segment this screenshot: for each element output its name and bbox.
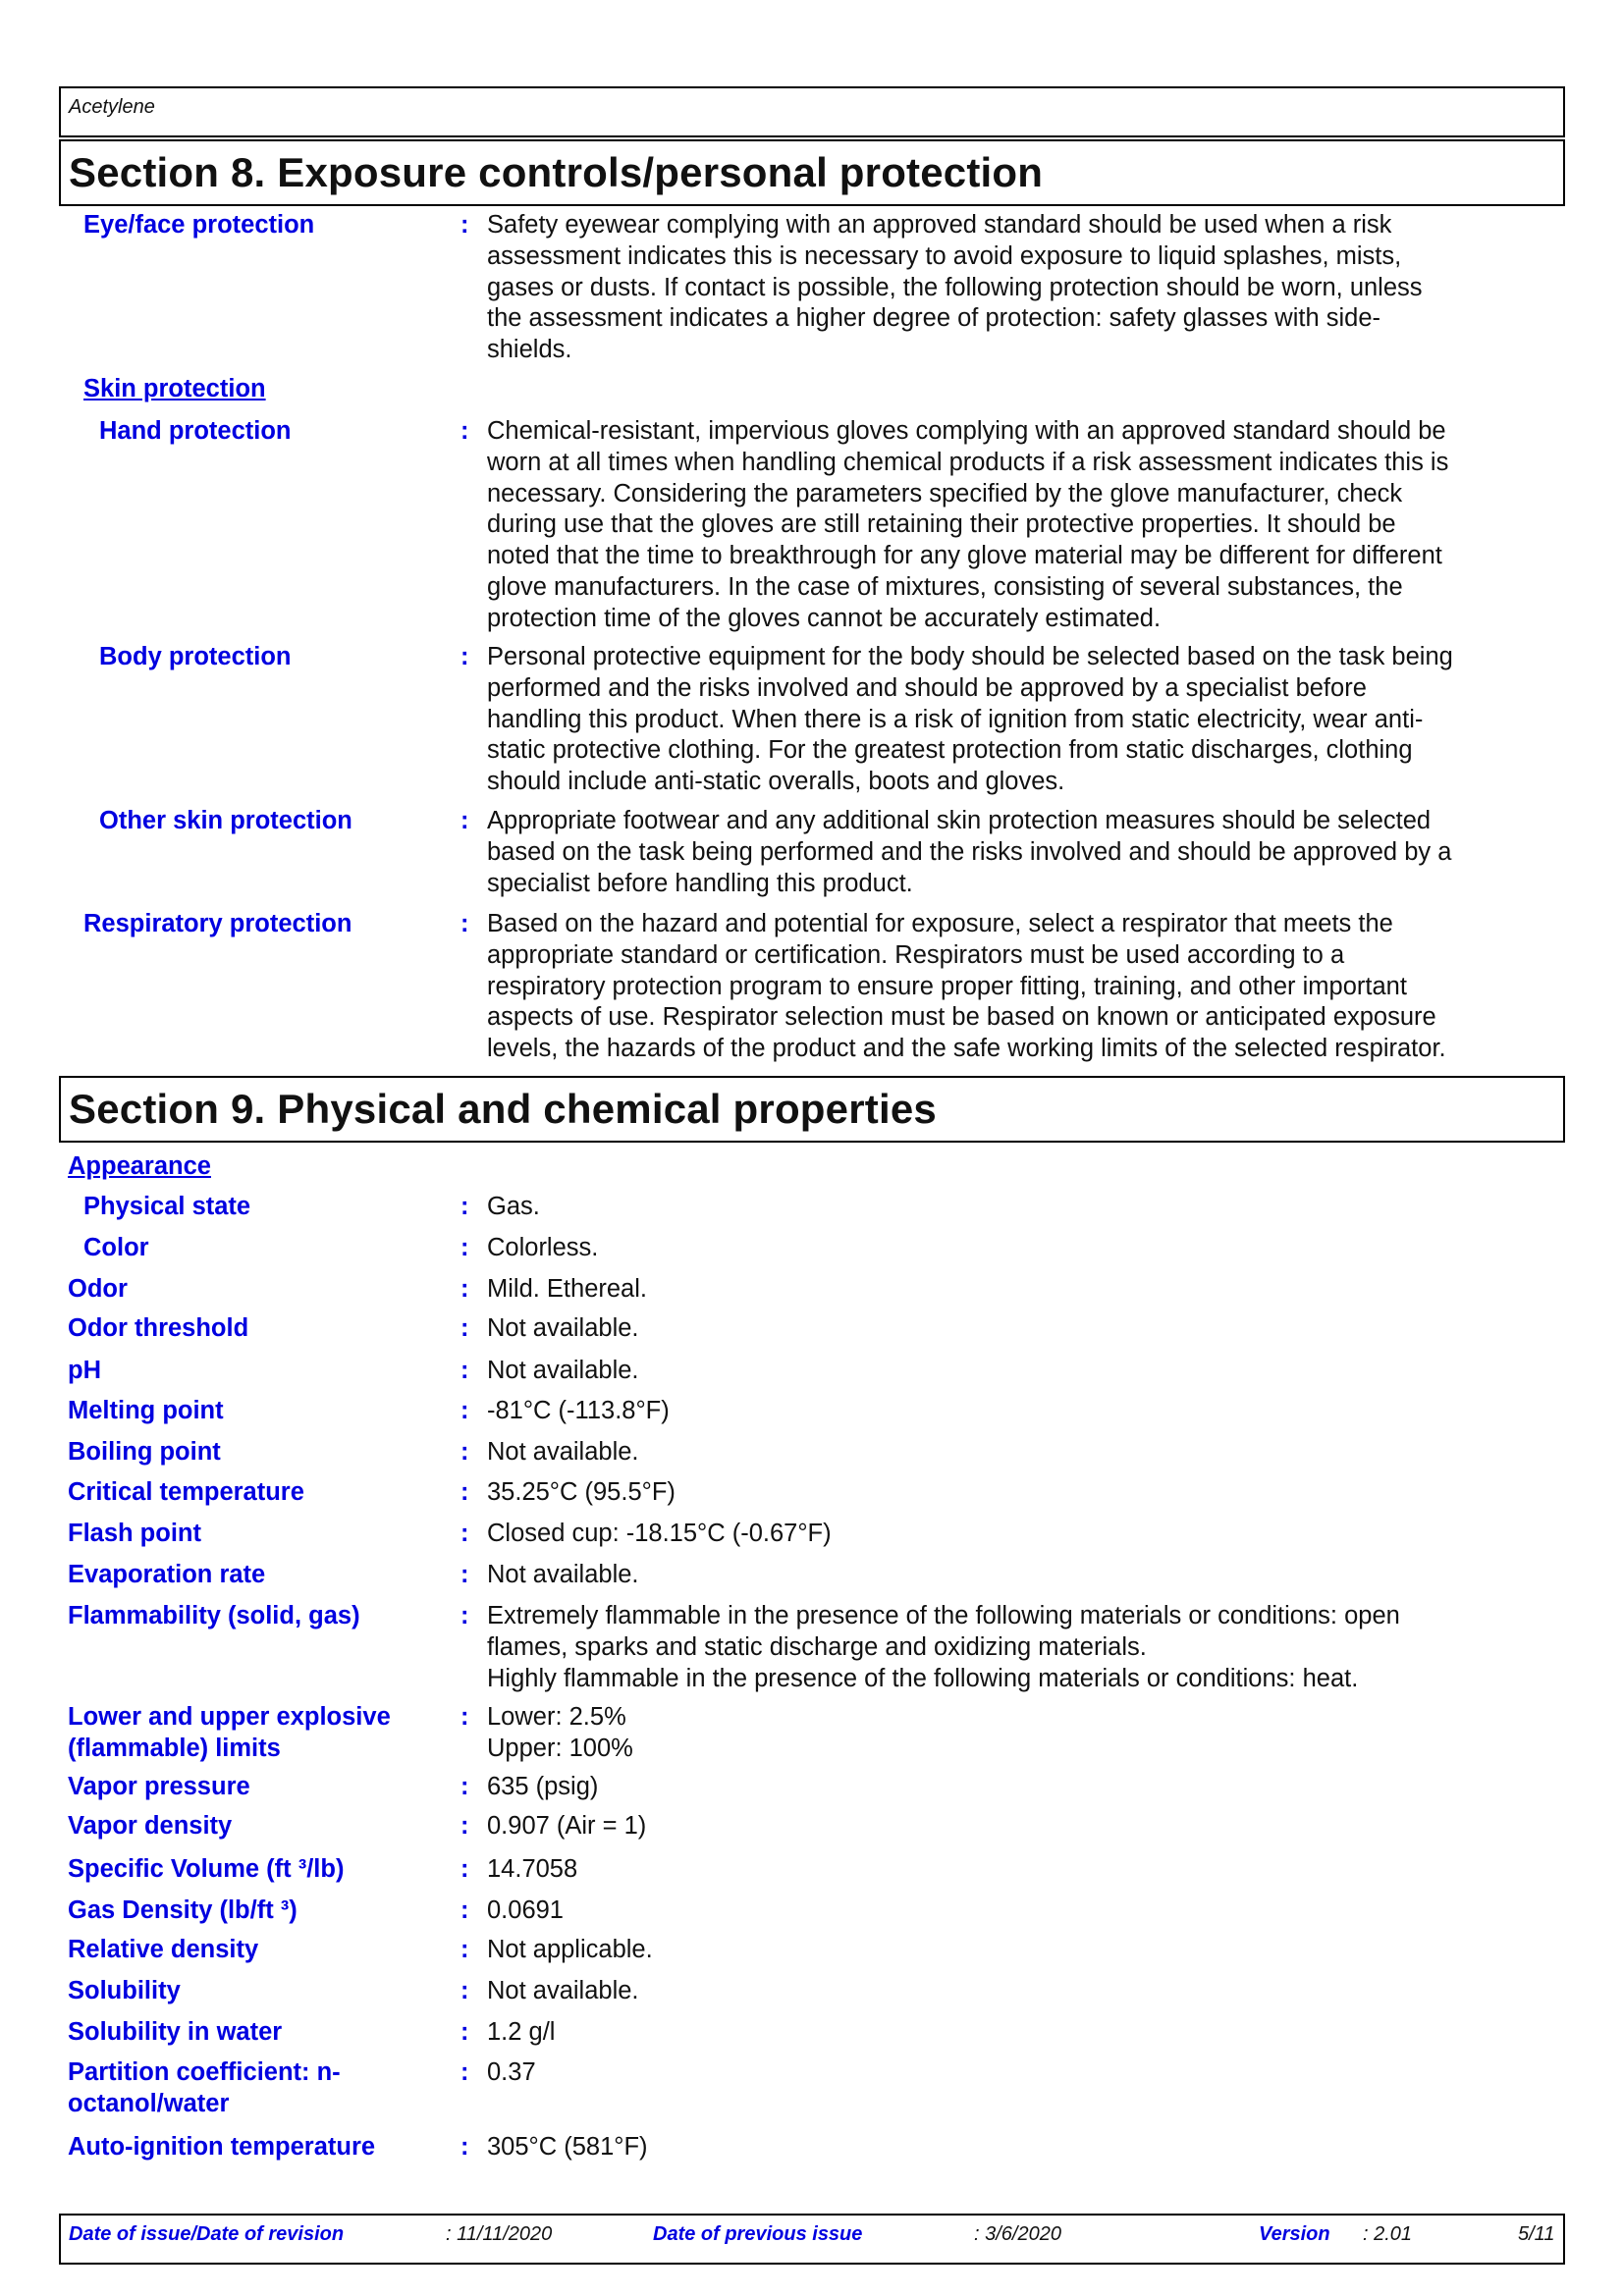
property-label: Lower and upper explosive (flammable) limits bbox=[68, 1703, 391, 1762]
separator-colon: : bbox=[460, 1703, 469, 1731]
separator-colon: : bbox=[460, 643, 469, 670]
value-line: Gas. bbox=[487, 1193, 540, 1220]
separator-colon: : bbox=[460, 1314, 469, 1342]
document-footer bbox=[59, 2214, 1565, 2265]
section-9-title: Section 9. Physical and chemical properties bbox=[69, 1086, 937, 1132]
separator-colon: : bbox=[460, 1812, 469, 1840]
value-line: glove manufacturers. In the case of mixtures, consisting of several substances, the bbox=[487, 572, 1403, 601]
property-label: Boiling point bbox=[68, 1438, 221, 1466]
value-line: Upper: 100% bbox=[487, 1734, 633, 1762]
separator-colon: : bbox=[460, 1773, 469, 1800]
value-line: Appropriate footwear and any additional skin protection measures should be selected bbox=[487, 807, 1432, 834]
value-line: shields. bbox=[487, 336, 572, 364]
property-value bbox=[487, 1437, 1567, 1468]
value-line: protection time of the gloves cannot be accurately estimated. bbox=[487, 604, 1162, 632]
value-line: 0.907 (Air = 1) bbox=[487, 1812, 647, 1840]
property-label: pH bbox=[68, 1357, 101, 1384]
value-line: 1.2 g/l bbox=[487, 2018, 556, 2046]
value-line: appropriate standard or certification. Respirators must be used according to a bbox=[487, 940, 1345, 969]
separator-colon: : bbox=[460, 417, 469, 445]
separator-colon: : bbox=[460, 1357, 469, 1384]
property-label: Color bbox=[83, 1234, 149, 1261]
value-line: Safety eyewear complying with an approved standard should be used when a risk bbox=[487, 211, 1392, 239]
property-value bbox=[487, 909, 1567, 1065]
separator-colon: : bbox=[460, 1275, 469, 1303]
subsection-heading[interactable]: Skin protection bbox=[83, 375, 266, 402]
property-value bbox=[487, 1313, 1567, 1345]
property-label: Hand protection bbox=[99, 417, 292, 445]
value-line: noted that the time to breakthrough for any glove material may be different for different bbox=[487, 542, 1442, 570]
value-line: Extremely flammable in the presence of the following materials or conditions: open bbox=[487, 1602, 1400, 1629]
separator-colon: : bbox=[460, 211, 469, 239]
separator-colon: : bbox=[460, 1193, 469, 1220]
value-line: necessary. Considering the parameters specified by the glove manufacturer, check bbox=[487, 479, 1403, 507]
value-line: 0.37 bbox=[487, 2058, 536, 2086]
property-label: Partition coefficient: n-octanol/water bbox=[68, 2058, 341, 2117]
separator-colon: : bbox=[460, 1936, 469, 1963]
property-label: Odor threshold bbox=[68, 1314, 249, 1342]
value-line: aspects of use. Respirator selection must be based on known or anticipated exposure bbox=[487, 1003, 1436, 1032]
property-label: Vapor density bbox=[68, 1812, 233, 1840]
property-label: Solubility bbox=[68, 1977, 181, 2004]
property-label: Flash point bbox=[68, 1520, 201, 1547]
value-line: Closed cup: -18.15°C (-0.67°F) bbox=[487, 1520, 832, 1547]
value-line: 635 (psig) bbox=[487, 1773, 599, 1800]
property-value bbox=[487, 1192, 1567, 1223]
previous-issue-label: Date of previous issue bbox=[653, 2223, 863, 2245]
property-label: Body protection bbox=[99, 643, 292, 670]
separator-colon: : bbox=[460, 1896, 469, 1924]
value-line: respiratory protection program to ensure proper fitting, training, and other important bbox=[487, 972, 1407, 1000]
property-label: Specific Volume (ft ³/lb) bbox=[68, 1855, 345, 1883]
property-label: Solubility in water bbox=[68, 2018, 283, 2046]
separator-colon: : bbox=[460, 2133, 469, 2161]
separator-colon: : bbox=[460, 2058, 469, 2086]
property-value bbox=[487, 1519, 1567, 1550]
product-name: Acetylene bbox=[69, 96, 155, 118]
version-value: : 2.01 bbox=[1363, 2223, 1413, 2245]
section-9-header bbox=[59, 1076, 1565, 1143]
value-line: Chemical-resistant, impervious gloves complying with an approved standard should be bbox=[487, 417, 1446, 445]
property-value bbox=[487, 2017, 1567, 2049]
version-label: Version bbox=[1259, 2223, 1330, 2245]
property-label: Relative density bbox=[68, 1936, 259, 1963]
value-line: assessment indicates this is necessary to avoid exposure to liquid splashes, mists, bbox=[487, 241, 1402, 270]
property-value bbox=[487, 1396, 1567, 1427]
property-value bbox=[487, 1702, 1567, 1765]
previous-issue-value: : 3/6/2020 bbox=[974, 2223, 1061, 2245]
value-line: specialist before handling this product. bbox=[487, 869, 913, 897]
property-value bbox=[487, 1772, 1567, 1803]
property-label: Melting point bbox=[68, 1397, 224, 1424]
value-line: flames, sparks and static discharge and oxidizing materials. bbox=[487, 1632, 1147, 1661]
property-value bbox=[487, 1896, 1567, 1927]
property-value bbox=[487, 1854, 1567, 1886]
value-line: should include anti-static overalls, boots and gloves. bbox=[487, 768, 1065, 796]
value-line: static protective clothing. For the greatest protection from static discharges, clothing bbox=[487, 736, 1413, 765]
subsection-heading[interactable]: Appearance bbox=[68, 1152, 211, 1180]
value-line: gases or dusts. If contact is possible, the following protection should be worn, unless bbox=[487, 273, 1423, 301]
value-line: Lower: 2.5% bbox=[487, 1703, 626, 1731]
value-line: Not available. bbox=[487, 1314, 639, 1342]
value-line: 305°C (581°F) bbox=[487, 2133, 648, 2161]
property-value bbox=[487, 1274, 1567, 1306]
value-line: -81°C (-113.8°F) bbox=[487, 1397, 670, 1424]
property-value bbox=[487, 642, 1567, 798]
property-label: Odor bbox=[68, 1275, 128, 1303]
value-line: Colorless. bbox=[487, 1234, 599, 1261]
issue-date-label: Date of issue/Date of revision bbox=[69, 2223, 345, 2245]
section-8-header bbox=[59, 139, 1565, 206]
property-value bbox=[487, 1811, 1567, 1842]
property-value bbox=[487, 416, 1567, 635]
value-line: during use that the gloves are still retaining their protective properties. It should be bbox=[487, 510, 1396, 539]
value-line: Not applicable. bbox=[487, 1936, 653, 1963]
separator-colon: : bbox=[460, 1520, 469, 1547]
separator-colon: : bbox=[460, 1397, 469, 1424]
property-label: Evaporation rate bbox=[68, 1561, 266, 1588]
value-line: 14.7058 bbox=[487, 1855, 578, 1883]
separator-colon: : bbox=[460, 807, 469, 834]
value-line: Mild. Ethereal. bbox=[487, 1275, 647, 1303]
property-value bbox=[487, 210, 1567, 366]
property-value bbox=[487, 1601, 1567, 1694]
separator-colon: : bbox=[460, 1855, 469, 1883]
property-value bbox=[487, 1935, 1567, 1966]
property-value bbox=[487, 1477, 1567, 1509]
property-label: Gas Density (lb/ft ³) bbox=[68, 1896, 298, 1924]
value-line: Not available. bbox=[487, 1561, 639, 1588]
separator-colon: : bbox=[460, 1478, 469, 1506]
value-line: Based on the hazard and potential for exposure, select a respirator that meets the bbox=[487, 910, 1393, 937]
value-line: the assessment indicates a higher degree of protection: safety glasses with side- bbox=[487, 304, 1380, 333]
property-value bbox=[487, 806, 1567, 899]
property-label: Respiratory protection bbox=[83, 910, 352, 937]
property-label: Other skin protection bbox=[99, 807, 352, 834]
separator-colon: : bbox=[460, 1234, 469, 1261]
property-value bbox=[487, 2132, 1567, 2163]
property-label: Physical state bbox=[83, 1193, 251, 1220]
value-line: Highly flammable in the presence of the following materials or conditions: heat. bbox=[487, 1664, 1359, 1692]
value-line: levels, the hazards of the product and the safe working limits of the selected respirator. bbox=[487, 1035, 1446, 1063]
document-header bbox=[59, 86, 1565, 137]
value-line: performed and the risks involved and should be approved by a specialist before bbox=[487, 673, 1367, 702]
property-value bbox=[487, 1356, 1567, 1387]
value-line: based on the task being performed and the risks involved and should be approved by a bbox=[487, 837, 1452, 866]
separator-colon: : bbox=[460, 1438, 469, 1466]
property-value bbox=[487, 2057, 1567, 2089]
value-line: Not available. bbox=[487, 1977, 639, 2004]
issue-date-value: : 11/11/2020 bbox=[446, 2223, 553, 2245]
value-line: worn at all times when handling chemical products if a risk assessment indicates this is bbox=[487, 448, 1449, 476]
section-8-title: Section 8. Exposure controls/personal protection bbox=[69, 149, 1044, 195]
property-label: Vapor pressure bbox=[68, 1773, 250, 1800]
separator-colon: : bbox=[460, 1977, 469, 2004]
value-line: handling this product. When there is a risk of ignition from static electricity, wear anti- bbox=[487, 705, 1424, 733]
separator-colon: : bbox=[460, 1602, 469, 1629]
page-number: 5/11 bbox=[1518, 2223, 1555, 2245]
property-label: Eye/face protection bbox=[83, 211, 315, 239]
property-value bbox=[487, 1233, 1567, 1264]
separator-colon: : bbox=[460, 910, 469, 937]
property-value bbox=[487, 1976, 1567, 2007]
value-line: 0.0691 bbox=[487, 1896, 564, 1924]
separator-colon: : bbox=[460, 2018, 469, 2046]
value-line: Personal protective equipment for the body should be selected based on the task being bbox=[487, 643, 1453, 670]
property-label: Flammability (solid, gas) bbox=[68, 1602, 360, 1629]
separator-colon: : bbox=[460, 1561, 469, 1588]
property-value bbox=[487, 1560, 1567, 1591]
value-line: Not available. bbox=[487, 1438, 639, 1466]
value-line: 35.25°C (95.5°F) bbox=[487, 1478, 676, 1506]
property-label: Critical temperature bbox=[68, 1478, 304, 1506]
value-line: Not available. bbox=[487, 1357, 639, 1384]
property-label: Auto-ignition temperature bbox=[68, 2133, 376, 2161]
